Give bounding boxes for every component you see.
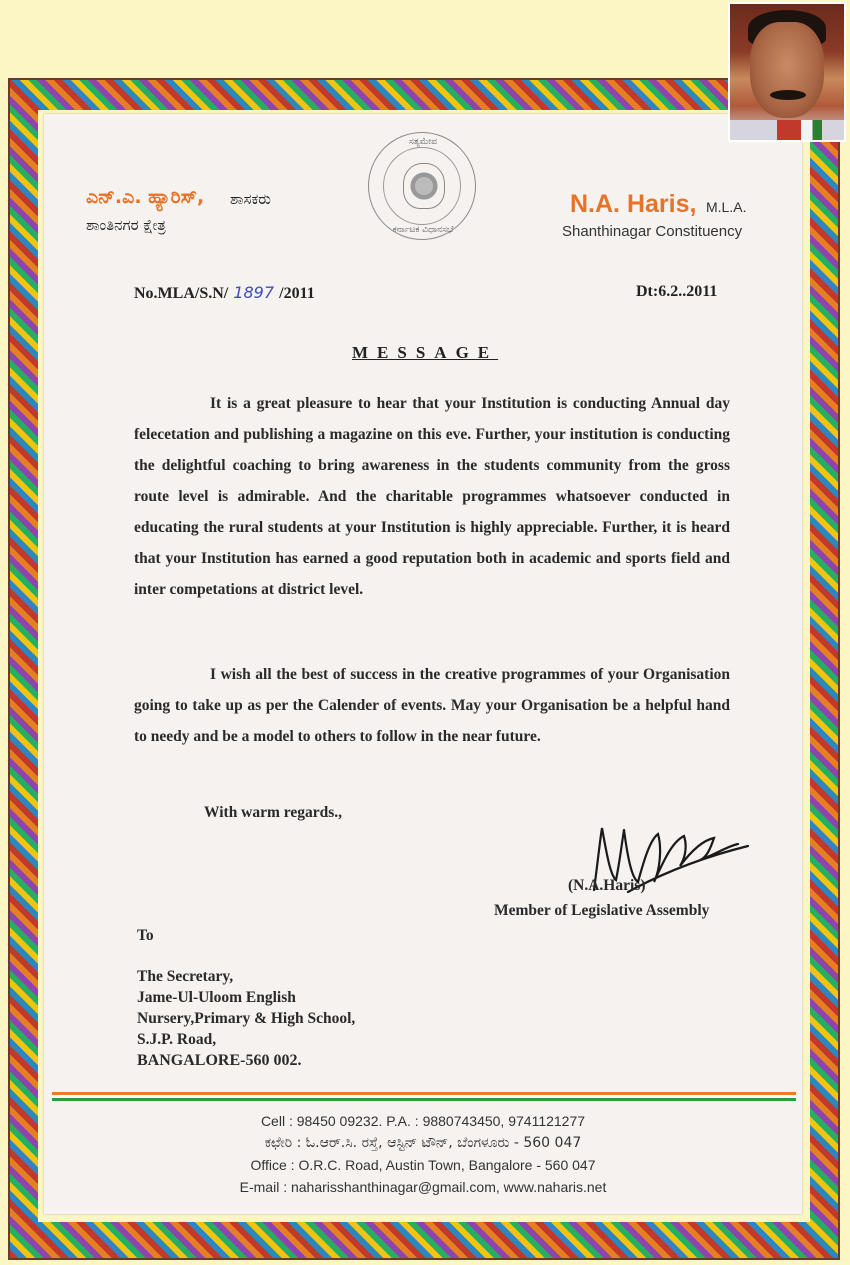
letter-footer <box>44 1110 802 1198</box>
footer-email: E-mail : naharisshanthinagar@gmail.com, www.naharis.net <box>239 1179 607 1195</box>
portrait-photo <box>728 2 846 142</box>
paragraph-1-text: It is a great pleasure to hear that your Institution is conducting Annual day felecetation and publishing a magazine on this eve. Further, your institution is conducting the delightful coaching to bring awareness in the students community from the gross route level is admirable. And the charitable programmes whatsoever conducted in educating the rural students at your Institution is highly appreciable. Further, it is heard that your Institution has earned a good reputation both in academic and sports field and inter competations at district level. <box>134 395 730 598</box>
role-english: M.L.A. <box>706 199 747 215</box>
ref-handwritten: 1897 <box>228 283 280 302</box>
address-line: The Secretary, <box>137 968 234 985</box>
letter-date: Dt:6.2..2011 <box>636 283 718 300</box>
body-paragraph-1 <box>134 388 730 605</box>
reference-number <box>134 283 315 303</box>
emblem-bottom-text: ಕರ್ನಾಟಕ ವಿಧಾನಸಭೆ <box>392 225 454 235</box>
constituency-kannada: ಶಾಂತಿನಗರ ಕ್ಷೇತ್ರ <box>86 216 166 234</box>
message-heading: MESSAGE <box>352 343 499 362</box>
footer-phones: Cell : 98450 09232. P.A. : 9880743450, 9741121277 <box>260 1113 586 1129</box>
constituency-english: Shanthinagar Constituency <box>562 223 743 240</box>
role-kannada: ಶಾಸಕರು <box>230 190 271 208</box>
closing-regards: With warm regards., <box>204 804 343 821</box>
address-line: Jame-Ul-Uloom English <box>137 989 296 1006</box>
footer-office: Office : O.R.C. Road, Austin Town, Bangalore - 560 047 <box>250 1157 596 1173</box>
signatory-title: Member of Legislative Assembly <box>494 902 710 919</box>
footer-office-kannada: ಕಛೇರಿ : ಓ.ಆರ್.ಸಿ. ರಸ್ತೆ, ಆಸ್ಟಿನ್ ಟೌನ್, ಬೆಂಗಳೂರು - 560 047 <box>264 1135 582 1151</box>
paragraph-2-text: I wish all the best of success in the creative programmes of your Organisation going to take up as per the Calender of events. May your Organisation be a helpful hand to needy and be a model to others to follow in the near future. <box>134 666 730 745</box>
name-kannada: ಎನ್.ಎ. ಹ್ಯಾರಿಸ್, <box>86 186 205 208</box>
address-line: Nursery,Primary & High School, <box>137 1010 356 1027</box>
photo-mustache <box>770 90 806 100</box>
tricolor-divider <box>52 1092 796 1101</box>
ref-suffix: /2011 <box>279 285 315 302</box>
emblem-crest-icon <box>403 163 445 209</box>
address-line: BANGALORE-560 002. <box>137 1052 302 1069</box>
photo-shirt <box>730 120 846 142</box>
signatory-name: (N.A.Haris) <box>568 877 646 894</box>
recipient-address <box>137 966 355 1071</box>
ref-prefix: No.MLA/S.N/ <box>134 285 229 302</box>
photo-face <box>750 22 824 118</box>
to-label: To <box>137 927 154 944</box>
assembly-emblem <box>368 132 476 240</box>
emblem-top-text: ಸತ್ಯಮೇವ <box>408 137 438 147</box>
body-paragraph-2 <box>134 659 730 752</box>
name-english: N.A. Haris, <box>570 190 697 218</box>
address-line: S.J.P. Road, <box>137 1031 217 1048</box>
